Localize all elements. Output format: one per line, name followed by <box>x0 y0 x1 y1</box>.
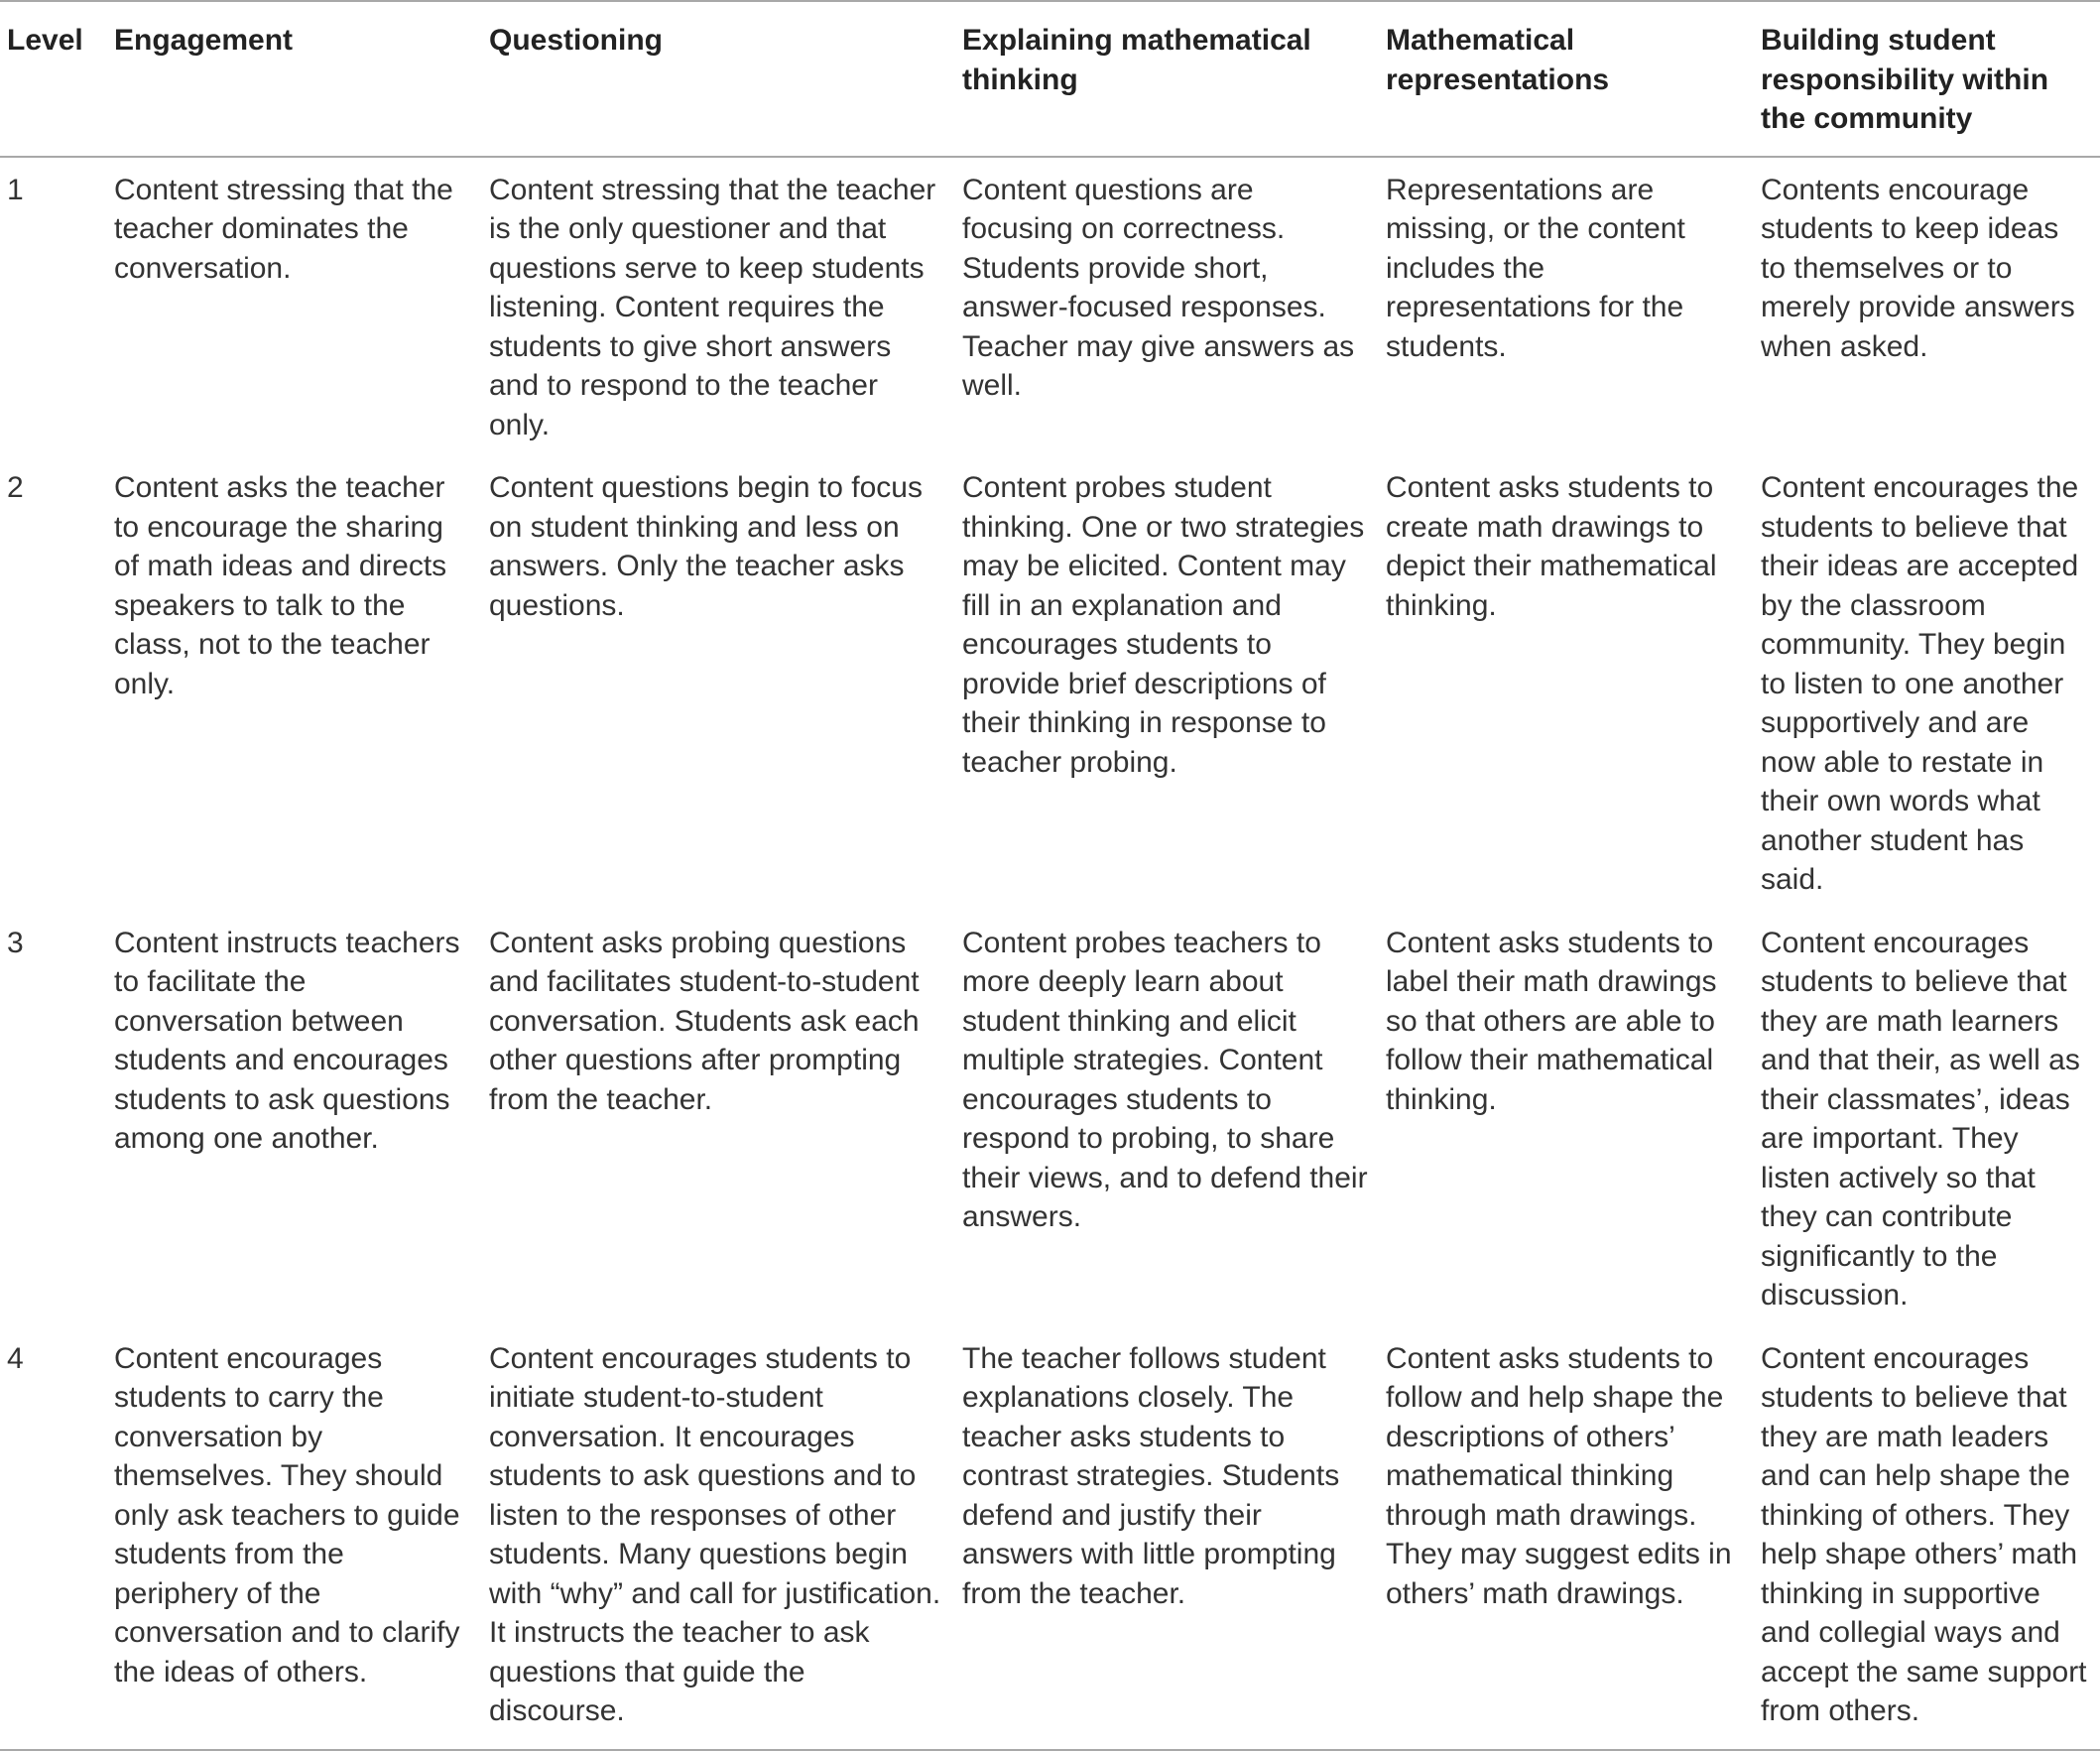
header-explaining: Explaining mathematical thinking <box>962 24 1311 96</box>
table-row <box>0 911 2100 1326</box>
header-representations: Mathematical representations <box>1386 24 1610 96</box>
cell-explaining: Content questions are focusing on correctness. Students provide short, answer-focused responses. Teacher may give answers as well. <box>962 173 1355 402</box>
cell-representations: Content asks students to follow and help shape the descriptions of others’ mathematical thinking through math drawings. They may suggest edits in others’ math drawings. <box>1386 1341 1732 1610</box>
cell-questioning: Content encourages students to initiate student-to-student conversation. It encourages students to ask questions and to listen to the responses of other students. Many questions begin with “why” and call for justification. It instructs the teacher to ask questions that guide the discourse. <box>489 1341 941 1727</box>
cell-representations: Content asks students to create math drawings to depict their mathematical thinking. <box>1386 471 1717 622</box>
cell-level: 4 <box>7 1341 24 1375</box>
cell-responsibility: Contents encourage students to keep ideas to themselves or to merely provide answers when asked. <box>1761 173 2075 363</box>
cell-explaining: Content probes teachers to more deeply learn about student thinking and elicit multiple strategies. Content encourages students to respond to probing, to share their views, and to defend their answers. <box>962 926 1368 1233</box>
cell-explaining: Content probes student thinking. One or two strategies may be elicited. Content may fill in an explanation and encourages students to provide brief descriptions of their thinking in response to teacher probing. <box>962 471 1365 779</box>
cell-questioning: Content stressing that the teacher is the only questioner and that questions serve to keep students listening. Content requires the students to give short answers and to respond to the teacher only. <box>489 173 936 441</box>
cell-responsibility: Content encourages the students to believe that their ideas are accepted by the classroom community. They begin to listen to one another supportively and are now able to restate in their own words what another student has said. <box>1761 471 2079 896</box>
cell-questioning: Content asks probing questions and facilitates student-to-student conversation. Students ask each other questions after prompting from the teacher. <box>489 926 920 1116</box>
cell-engagement: Content stressing that the teacher dominates the conversation. <box>114 173 453 285</box>
table-body <box>0 157 2100 1750</box>
cell-engagement: Content asks the teacher to encourage the sharing of math ideas and directs speakers to talk to the class, not to the teacher only. <box>114 471 447 700</box>
cell-level: 1 <box>7 173 24 206</box>
cell-responsibility: Content encourages students to believe that they are math leaders and can help shape the thinking of others. They help shape others’ math thinking in supportive and collegial ways and accept the same support from others. <box>1761 1341 2087 1727</box>
table-row <box>0 1326 2100 1750</box>
cell-representations: Content asks students to label their math drawings so that others are able to follow their mathematical thinking. <box>1386 926 1717 1116</box>
header-row <box>0 1 2100 157</box>
header-questioning: Questioning <box>489 24 663 57</box>
cell-engagement: Content encourages students to carry the conversation by themselves. They should only ask teachers to guide students from the periphery of the conversation and to clarify the ideas of others. <box>114 1341 460 1688</box>
cell-level: 2 <box>7 471 24 504</box>
table-header <box>0 1 2100 157</box>
cell-level: 3 <box>7 926 24 959</box>
cell-engagement: Content instructs teachers to facilitate the conversation between students and encourages students to ask questions among one another. <box>114 926 460 1155</box>
table-row <box>0 455 2100 911</box>
header-engagement: Engagement <box>114 24 294 57</box>
table-row <box>0 157 2100 456</box>
cell-responsibility: Content encourages students to believe that they are math learners and that their, as well as their classmates’, ideas are important. They listen actively so that they can contribute significantly to the discussion. <box>1761 926 2080 1312</box>
header-level: Level <box>7 24 83 57</box>
header-responsibility: Building student responsibility within the community <box>1761 24 2049 135</box>
cell-questioning: Content questions begin to focus on student thinking and less on answers. Only the teacher asks questions. <box>489 471 923 622</box>
cell-representations: Representations are missing, or the content includes the representations for the students. <box>1386 173 1685 363</box>
cell-explaining: The teacher follows student explanations closely. The teacher asks students to contrast strategies. Students defend and justify their answers with little prompting from the teacher. <box>962 1341 1340 1610</box>
